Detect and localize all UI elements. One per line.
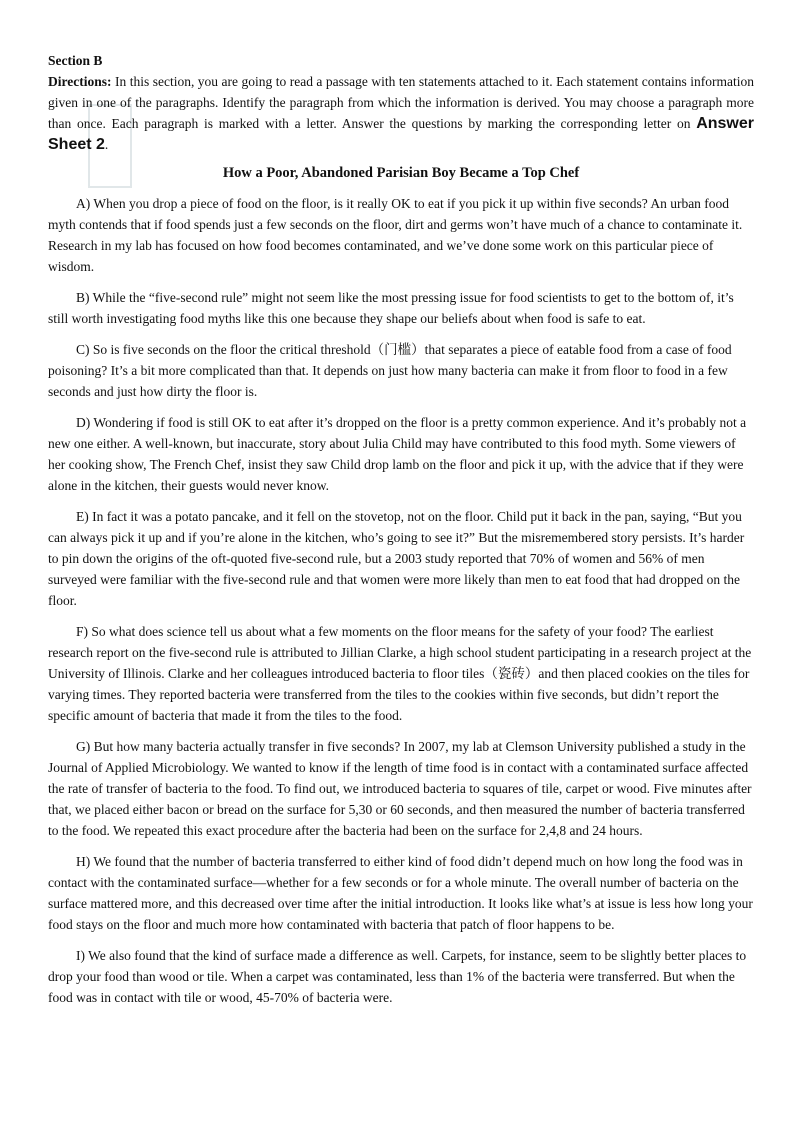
paragraph-c: C) So is five seconds on the floor the critical threshold（门槛）that separates a piece of eatable food from a case of food poisoning? It’s a bit more complicated than that. It depends on just how many bacteria can make it from floor to food in a few seconds and just how dirty the floor is. [48, 342, 732, 399]
section-heading: Section B [48, 53, 103, 68]
directions-end: . [104, 137, 109, 152]
directions [48, 71, 754, 155]
paragraph-h: H) We found that the number of bacteria transferred to either kind of food didn’t depend much on how long the food was in contact with the contaminated surface—whether for a few seconds or for a whole minute. The overall number of bacteria on the surface mattered more, and this decreased over time after the initial introduction. It looks like what’s at issue is less how long your food stays on the floor and much more how contaminated with bacteria that patch of floor happens to be. [48, 854, 753, 932]
paragraph-b: B) While the “five-second rule” might not seem like the most pressing issue for food scientists to get to the bottom of, it’s still worth investigating food myths like this one because they shape our beliefs about when food is safe to eat. [48, 290, 734, 326]
answer-sheet-ref: Answer Sheet 2 [48, 115, 754, 153]
document-page [48, 50, 754, 1008]
paragraph-i: I) We also found that the kind of surface made a difference as well. Carpets, for instance, seem to be slightly better places to drop your food than wood or tile. When a carpet was contaminated, less than 1% of the bacteria were transferred. But when the food was in contact with tile or wood, 45-70% of bacteria were. [48, 948, 747, 1005]
paragraph-d: D) Wondering if food is still OK to eat after it’s dropped on the floor is a pretty common experience. And it’s probably not a new one either. A well-known, but inaccurate, story about Julia Child may have contributed to this food myth. Some viewers of her cooking show, The French Chef, insist they saw Child drop lamb on the floor and pick it up, with the advice that if they were alone in the kitchen, their guests would never know. [48, 415, 747, 493]
paragraph-g: G) But how many bacteria actually transfer in five seconds? In 2007, my lab at Clemson University published a study in the Journal of Applied Microbiology. We wanted to know if the length of time food is in contact with a contaminated surface affected the rate of transfer of bacteria to the food. To find out, we introduced bacteria to squares of tile, carpet or wood. Five minutes after that, we placed either bacon or bread on the surface for 5,30 or 60 seconds, and then measured the number of bacteria transferred to the food. We repeated this exact procedure after the bacteria had been on the surface for 2,4,8 and 24 hours. [48, 739, 752, 838]
directions-text: In this section, you are going to read a passage with ten statements attached to it. Each statement contains information given in one of the paragraphs. Identify the paragraph from which the information is derived. You may choose a paragraph more than once. Each paragraph is marked with a letter. Answer the questions by marking the corresponding letter on [48, 74, 754, 131]
passage-title: How a Poor, Abandoned Parisian Boy Became a Top Chef [222, 165, 580, 181]
paragraph-a: A) When you drop a piece of food on the floor, is it really OK to eat if you pick it up within five seconds? An urban food myth contends that if food spends just a few seconds on the floor, dirt and germs won’t have much of a chance to contaminate it. Research in my lab has focused on how food becomes contaminated, and we’ve done some work on this particular piece of wisdom. [48, 196, 743, 274]
paragraph-f: F) So what does science tell us about what a few moments on the floor means for the safety of your food? The earliest research report on the five-second rule is attributed to Jillian Clarke, a high school student participating in a research project at the University of Illinois. Clarke and her colleagues introduced bacteria to floor tiles（瓷砖）and then placed cookies on the tiles for varying times. They reported bacteria were transferred from the tiles to the cookies within five seconds, but didn’t report the specific amount of bacteria that made it from the tiles to the food. [48, 624, 752, 723]
directions-label: Directions: [48, 74, 112, 89]
paragraph-e: E) In fact it was a potato pancake, and it fell on the stovetop, not on the floor. Child put it back in the pan, saying, “But you can always pick it up and if you’re alone in the kitchen, who’s going to see it?” But the misremembered story persists. It’s harder to pin down the origins of the oft-quoted five-second rule, but a 2003 study reported that 70% of women and 56% of men surveyed were familiar with the five-second rule and that women were more likely than men to eat food that had dropped on the floor. [48, 509, 745, 608]
